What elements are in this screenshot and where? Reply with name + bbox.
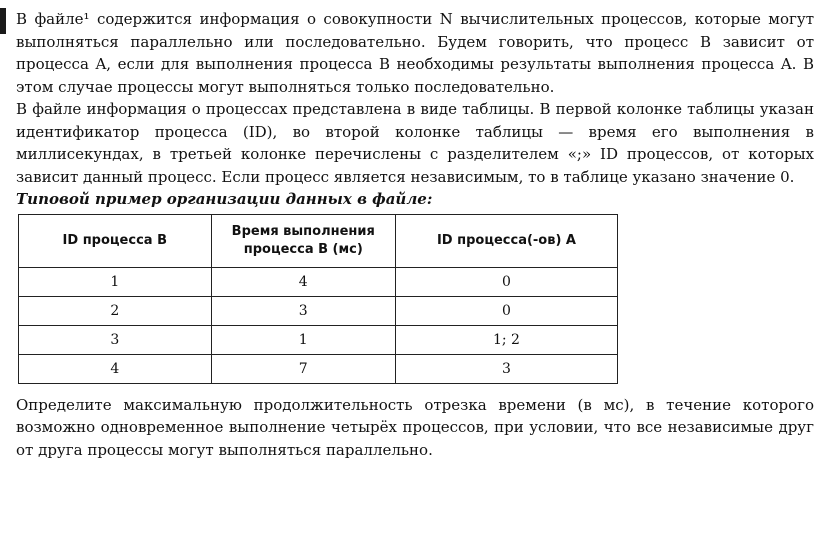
intro-paragraph-2: В файле информация о процессах представлена в виде таблицы. В первой колонке таблицы указан идентификатор процесса (ID), во второй колонке таблицы — время его выполнения в миллисекундах, в третьей колонке перечислены с разделителем «;» ID процессов, от которых зависит данный процесс. Если процесс является независимым, то в таблице указано значение 0.	[16, 100, 814, 186]
cell-process-id: 4	[19, 354, 212, 383]
header-dependency-ids: ID процесса(-ов) A	[395, 214, 617, 267]
intro-paragraph-1: В файле¹ содержится информация о совокупности N вычислительных процессов, которые могут выполняться параллельно или последовательно. Будем говорить, что процесс B зависит от процесса A, если для выполнения процесса B необходимы результаты выполнения процесса A. В этом случае процессы могут выполняться только последовательно.	[16, 10, 814, 96]
process-table	[18, 214, 618, 384]
page-edge-mark	[0, 8, 6, 34]
table-row	[19, 296, 618, 325]
header-process-id: ID процесса B	[19, 214, 212, 267]
question-paragraph: Определите максимальную продолжительность отрезка времени (в мс), в течение которого возможно одновременное выполнение четырёх процессов, при условии, что все независимые друг от друга процессы могут выполняться параллельно.	[16, 395, 814, 459]
table-header-row	[19, 214, 618, 267]
table-row	[19, 267, 618, 296]
cell-dependency-ids: 0	[395, 296, 617, 325]
cell-dependency-ids: 3	[395, 354, 617, 383]
header-execution-time: Время выполнения процесса B (мс)	[211, 214, 395, 267]
cell-execution-time: 7	[211, 354, 395, 383]
cell-process-id: 2	[19, 296, 212, 325]
cell-execution-time: 3	[211, 296, 395, 325]
cell-dependency-ids: 1; 2	[395, 325, 617, 354]
cell-execution-time: 1	[211, 325, 395, 354]
cell-execution-time: 4	[211, 267, 395, 296]
table-row	[19, 325, 618, 354]
cell-dependency-ids: 0	[395, 267, 617, 296]
table-row	[19, 354, 618, 383]
cell-process-id: 1	[19, 267, 212, 296]
cell-process-id: 3	[19, 325, 212, 354]
table-caption: Типовой пример организации данных в файле:	[16, 190, 433, 208]
document-page	[16, 8, 814, 461]
